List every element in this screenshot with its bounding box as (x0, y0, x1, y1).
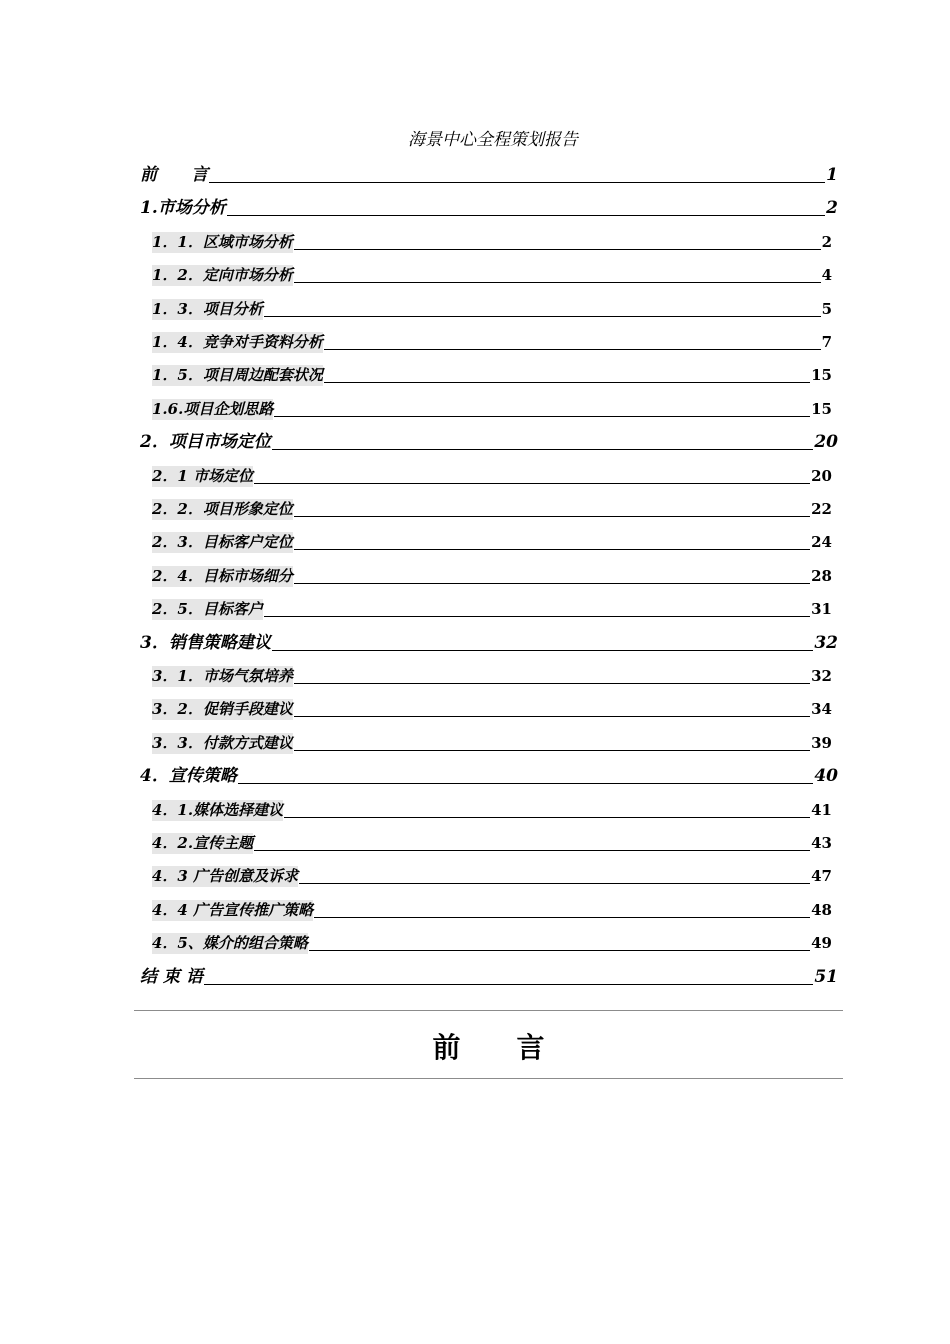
toc-entry[interactable] (152, 360, 832, 386)
toc-entry-label: 1．1．区域市场分析 (152, 232, 293, 251)
toc-entry-label: 2．3．目标客户定位 (152, 533, 293, 552)
toc-entry[interactable] (152, 327, 832, 353)
toc-entry-page-number: 15 (811, 366, 832, 385)
toc-entry-label: 2．项目市场定位 (140, 432, 271, 453)
document-title: 海景中心全程策划报告 (408, 130, 578, 150)
toc-entry-label: 3．3．付款方式建议 (152, 733, 293, 752)
toc-entry-page-number: 24 (811, 533, 832, 552)
toc-entry-label: 4．4 广告宣传推广策略 (152, 900, 314, 919)
toc-entry-page-number: 20 (814, 432, 838, 453)
toc-entry-label: 1．4．竞争对手资料分析 (152, 333, 323, 351)
section-divider-bottom (134, 1078, 843, 1079)
toc-entry-label: 结 束 语 (140, 966, 203, 987)
toc-entry[interactable] (152, 828, 832, 854)
toc-entry[interactable] (152, 561, 832, 587)
toc-leader-line (294, 515, 810, 517)
toc-entry[interactable] (140, 628, 838, 654)
toc-leader-line (272, 448, 813, 450)
toc-entry-label: 1．3．项目分析 (152, 299, 263, 318)
section-divider-top (134, 1010, 843, 1011)
toc-leader-line (254, 482, 810, 484)
toc-leader-line (227, 214, 825, 216)
toc-entry-label: 4．3 广告创意及诉求 (152, 867, 299, 886)
toc-entry-page-number: 39 (811, 733, 832, 752)
toc-entry-page-number: 47 (811, 867, 832, 886)
toc-entry-label: 4．1.媒体选择建议 (152, 800, 284, 819)
toc-entry-page-number: 7 (821, 333, 832, 351)
toc-entry[interactable] (152, 928, 832, 954)
toc-entry[interactable] (152, 895, 832, 921)
toc-leader-line (209, 181, 825, 183)
toc-entry-page-number: 1 (826, 165, 838, 185)
toc-entry[interactable] (152, 661, 832, 687)
toc-leader-line (294, 582, 810, 584)
toc-entry-page-number: 5 (821, 299, 832, 318)
toc-leader-line (272, 649, 813, 651)
toc-entry-page-number: 32 (814, 632, 838, 653)
toc-entry-page-number: 41 (811, 800, 832, 819)
toc-entry-label: 1.市场分析 (140, 198, 226, 219)
toc-entry-label: 3．1．市场气氛培养 (152, 667, 293, 685)
toc-entry-page-number: 48 (811, 900, 832, 919)
toc-entry[interactable] (140, 427, 838, 453)
toc-entry[interactable] (152, 260, 832, 286)
toc-entry[interactable] (140, 193, 838, 219)
toc-entry[interactable] (152, 461, 832, 487)
toc-entry-page-number: 32 (811, 667, 832, 685)
toc-entry-label: 3．销售策略建议 (140, 632, 271, 653)
toc-entry-page-number: 2 (821, 232, 832, 251)
toc-entry-page-number: 34 (811, 700, 832, 719)
toc-leader-line (294, 682, 810, 684)
toc-entry[interactable] (152, 294, 832, 320)
toc-entry[interactable] (152, 694, 832, 720)
toc-entry[interactable] (152, 594, 832, 620)
toc-leader-line (294, 749, 810, 751)
toc-leader-line (309, 949, 810, 951)
toc-leader-line (324, 348, 821, 350)
toc-leader-line (324, 381, 810, 383)
toc-entry-label: 2．5．目标客户 (152, 600, 263, 619)
toc-entry-label: 1．5．项目周边配套状况 (152, 366, 323, 385)
toc-leader-line (294, 281, 821, 283)
toc-entry-page-number: 4 (821, 266, 832, 285)
toc-entry-page-number: 2 (826, 198, 838, 219)
toc-entry-page-number: 31 (811, 600, 832, 619)
toc-entry[interactable] (152, 861, 832, 887)
toc-entry-page-number: 28 (811, 566, 832, 585)
toc-entry-page-number: 49 (811, 934, 832, 953)
toc-leader-line (294, 248, 821, 250)
toc-leader-line (264, 615, 810, 617)
toc-leader-line (294, 715, 810, 717)
toc-entry-page-number: 22 (811, 500, 832, 518)
toc-leader-line (238, 782, 813, 784)
toc-entry[interactable] (152, 227, 832, 253)
toc-entry-label: 4．2.宣传主题 (152, 834, 254, 852)
toc-entry[interactable] (140, 761, 838, 787)
toc-leader-line (314, 916, 810, 918)
toc-entry[interactable] (152, 795, 832, 821)
toc-entry-label: 1.6.项目企划思路 (152, 399, 274, 418)
toc-entry[interactable] (140, 962, 838, 988)
toc-leader-line (299, 882, 810, 884)
toc-leader-line (294, 548, 810, 550)
toc-entry-page-number: 51 (814, 966, 838, 987)
toc-entry-page-number: 20 (811, 466, 832, 485)
toc-entry[interactable] (152, 394, 832, 420)
toc-leader-line (264, 315, 821, 317)
toc-entry-label: 3．2．促销手段建议 (152, 700, 293, 719)
toc-entry[interactable] (140, 160, 838, 186)
toc-entry-page-number: 43 (811, 834, 832, 852)
toc-entry[interactable] (152, 728, 832, 754)
section-heading: 前 言 (432, 1031, 545, 1064)
toc-leader-line (204, 983, 813, 985)
toc-leader-line (284, 816, 810, 818)
toc-entry-label: 2．1 市场定位 (152, 466, 254, 485)
toc-entry-label: 2．4．目标市场细分 (152, 566, 293, 585)
toc-entry-label: 前 言 (140, 165, 208, 185)
toc-entry[interactable] (152, 527, 832, 553)
toc-leader-line (254, 849, 810, 851)
toc-entry-label: 4．5、媒介的组合策略 (152, 934, 308, 953)
toc-entry[interactable] (152, 494, 832, 520)
toc-entry-label: 2．2．项目形象定位 (152, 500, 293, 518)
toc-entry-page-number: 40 (814, 766, 838, 787)
toc-leader-line (274, 415, 810, 417)
toc-entry-label: 4．宣传策略 (140, 766, 237, 787)
toc-entry-page-number: 15 (811, 399, 832, 418)
toc-entry-label: 1．2．定向市场分析 (152, 266, 293, 285)
